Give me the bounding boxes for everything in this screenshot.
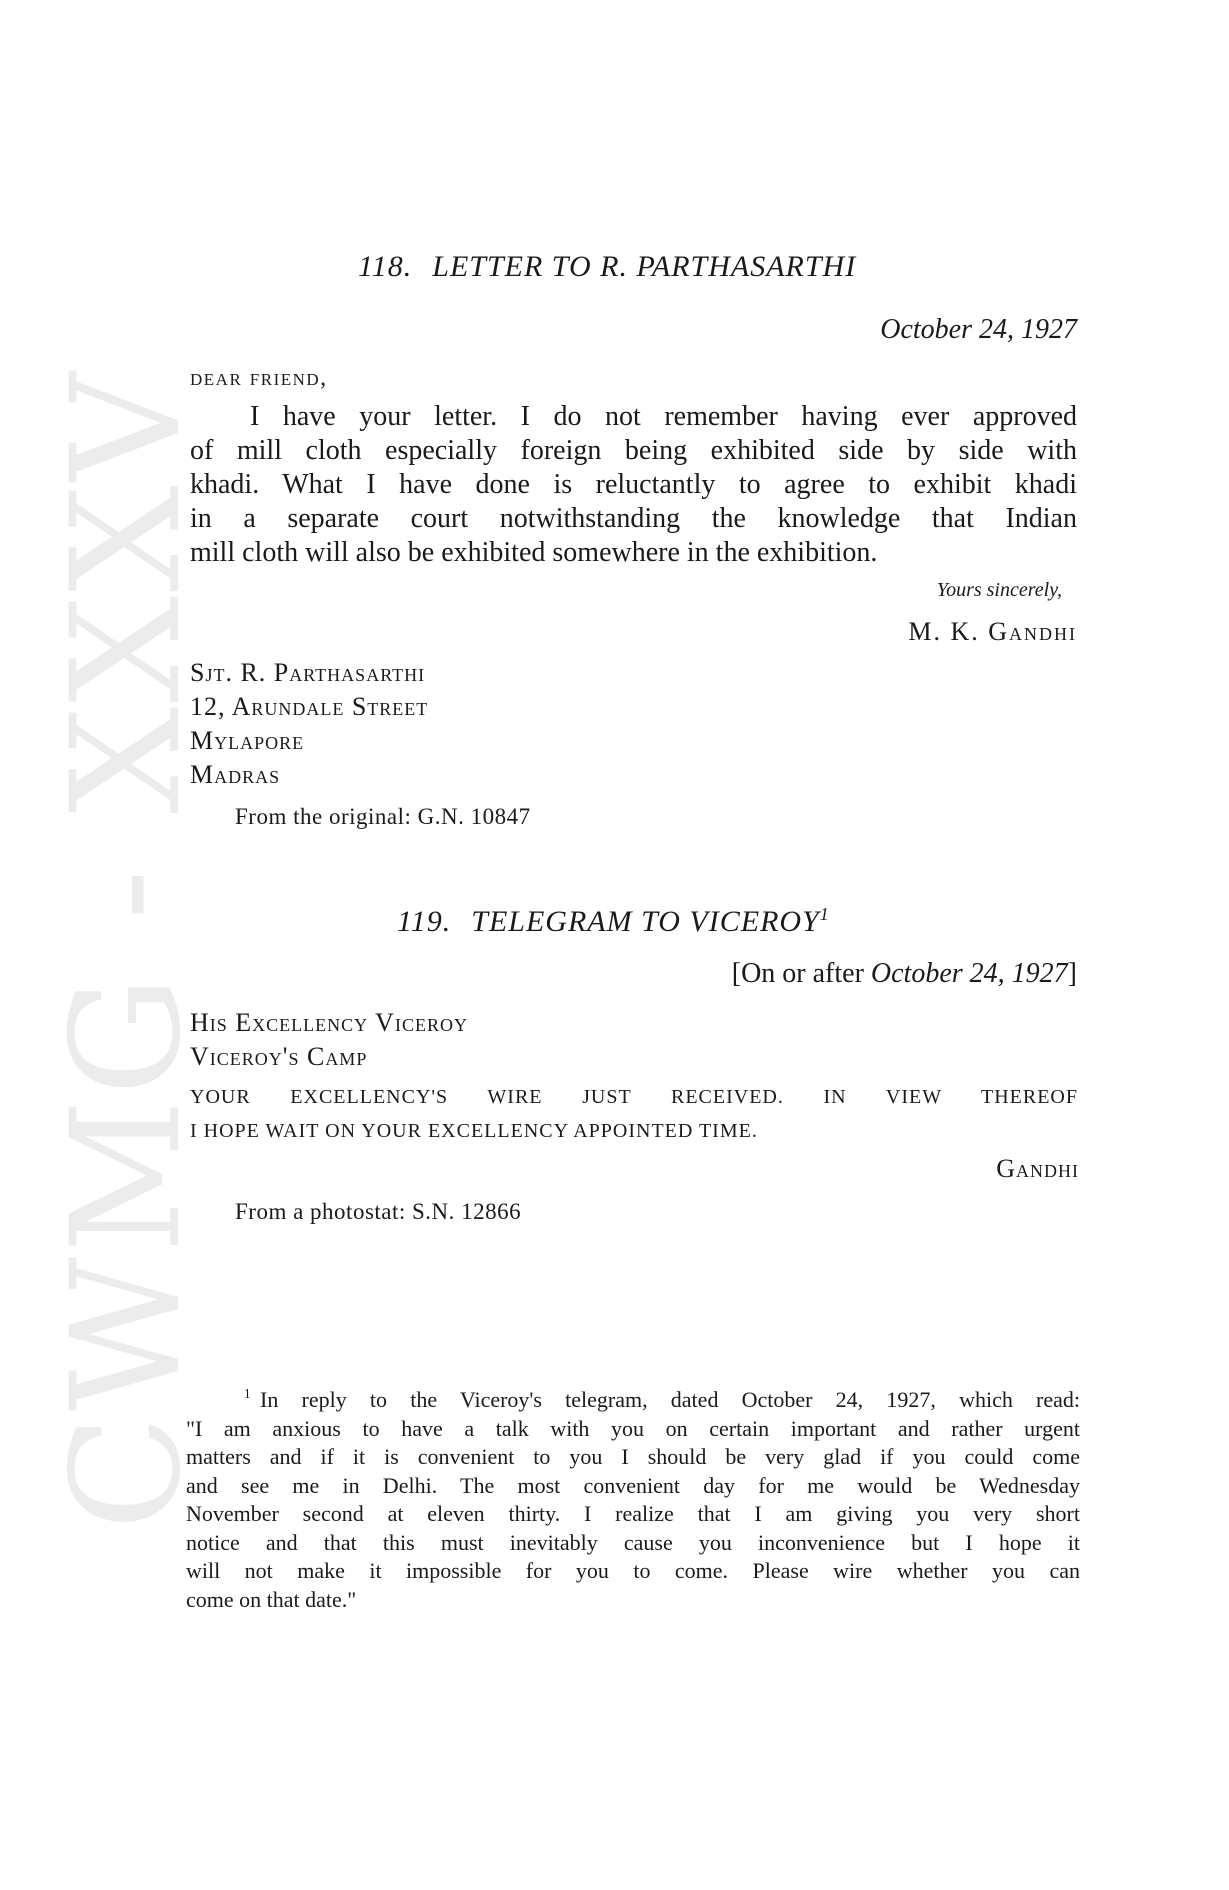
doc-119-number: 119. [397, 905, 452, 938]
doc-119-heading [397, 905, 830, 939]
footnote-line: come on that date." [186, 1586, 357, 1612]
footnote-ref: 1 [819, 904, 830, 924]
footnote-line: matters and if it is convenient to you I should be very glad if you could come [186, 1444, 1080, 1469]
footnote-line: "I am anxious to have a talk with you on certain important and rather urgent [186, 1415, 1080, 1441]
doc-118-closing: Yours sincerely, [936, 579, 1062, 601]
body-line: of mill cloth especially foreign being exhibited side by side with [190, 435, 1077, 466]
address-line: His Excellency Viceroy [190, 1008, 468, 1037]
doc-118-number: 118. [358, 250, 413, 283]
watermark: CWMG - XXXV [40, 368, 214, 1530]
doc-118-body [190, 400, 1077, 570]
doc-118-date: October 24, 1927 [880, 314, 1077, 345]
footnote-line: and see me in Delhi. The most convenient day for me would be Wednesday [186, 1472, 1080, 1498]
doc-118-source: From the original: G.N. 10847 [235, 804, 531, 829]
doc-119-date [732, 958, 1077, 990]
doc-118-salutation: dear friend, [190, 365, 328, 391]
footnote [186, 1386, 1080, 1614]
doc-119-telegram-body [190, 1080, 1078, 1148]
doc-119-source: From a photostat: S.N. 12866 [235, 1199, 522, 1224]
doc-118-address [190, 656, 428, 792]
doc-119-signature: Gandhi [996, 1154, 1079, 1183]
doc-119-address [190, 1006, 468, 1074]
footnote-line: 1 In reply to the Viceroy's telegram, dated October 24, 1927, which read: [244, 1386, 1080, 1412]
body-line: khadi. What I have done is reluctantly to agree to exhibit khadi [190, 469, 1077, 500]
doc-119-title: TELEGRAM TO VICEROY [471, 905, 820, 938]
doc-118-title: LETTER TO R. PARTHASARTHI [432, 250, 857, 283]
address-line: Madras [190, 760, 281, 789]
telegram-line: YOUR EXCELLENCY'S WIRE JUST RECEIVED. IN VIEW THEREOF [190, 1086, 1078, 1108]
doc-118-signature: M. K. Gandhi [908, 617, 1077, 646]
footnote-line: will not make it impossible for you to come. Please wire whether you can [186, 1558, 1080, 1583]
body-line: mill cloth will also be exhibited somewhere in the exhibition. [190, 537, 878, 568]
footnote-line: November second at eleven thirty. I realize that I am giving you very short [186, 1501, 1080, 1526]
doc-119-date-italic: October 24, 1927 [870, 958, 1068, 989]
address-line: 12, Arundale Street [190, 692, 429, 721]
doc-118-heading [358, 250, 856, 284]
doc-119-date-prefix: [On or after [731, 958, 871, 989]
body-line: I have your letter. I do not remember having ever approved [250, 401, 1077, 432]
footnote-line: notice and that this must inevitably cause you inconvenience but I hope it [186, 1529, 1080, 1555]
address-line: Mylapore [190, 726, 305, 755]
doc-119-date-suffix: ] [1067, 958, 1077, 989]
footnote-line-text: In reply to the Viceroy's telegram, dated October 24, 1927, which read: [260, 1387, 1080, 1412]
address-line: Viceroy's Camp [190, 1042, 368, 1071]
body-line: in a separate court notwithstanding the knowledge that Indian [190, 503, 1077, 534]
telegram-line: I HOPE WAIT ON YOUR EXCELLENCY APPOINTED TIME. [190, 1120, 758, 1142]
address-line: Sjt. R. Parthasarthi [190, 658, 426, 687]
